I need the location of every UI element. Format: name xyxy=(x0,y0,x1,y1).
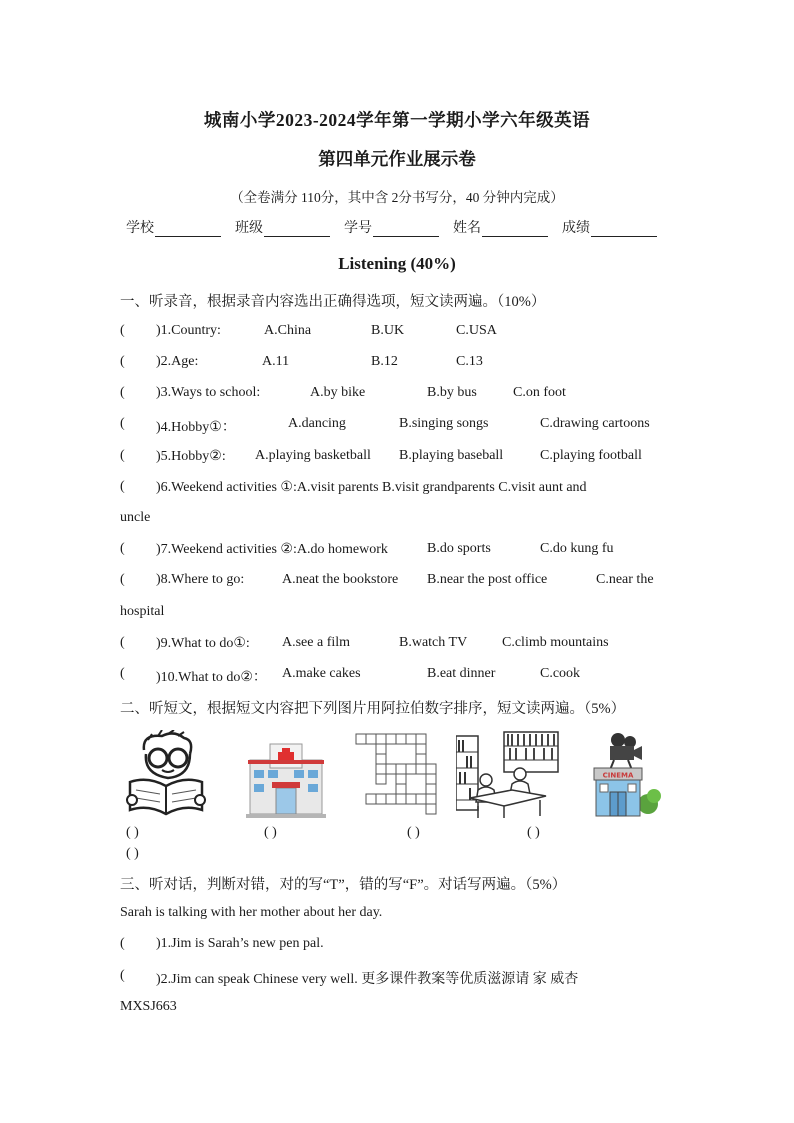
hospital-picture xyxy=(246,730,326,818)
answer-paren[interactable]: ( xyxy=(120,479,125,494)
answer-paren[interactable]: ( xyxy=(120,416,125,431)
question-5: ( )5.Hobby②: A.playing basketball B.playing baseball C.playing football xyxy=(120,448,642,464)
crossword-picture xyxy=(352,730,440,818)
question-2: ( )2.Age: A.11 B.12 C.13 xyxy=(120,354,483,369)
answer-paren[interactable]: ( xyxy=(120,354,125,369)
picture-row xyxy=(120,730,680,822)
answer-paren[interactable]: ( xyxy=(120,385,125,400)
answer-paren[interactable]: ( xyxy=(120,635,125,650)
picture-answer-blank-4[interactable]: ( ) xyxy=(527,825,540,840)
answer-paren[interactable]: ( xyxy=(120,968,125,983)
student-info-row xyxy=(126,217,686,237)
page-subtitle: 第四单元作业展示卷 xyxy=(318,149,476,169)
question-6-wrap: uncle xyxy=(120,510,151,525)
school-blank[interactable] xyxy=(155,222,221,237)
tf-question-1: ( )1.Jim is Sarah’s new pen pal. xyxy=(120,936,324,951)
picture-answer-blank-2[interactable]: ( ) xyxy=(264,825,277,840)
score-note: （全卷满分 110分，其中含 2分书写分，40 分钟内完成） xyxy=(230,190,564,205)
answer-paren[interactable]: ( xyxy=(120,666,125,681)
dialogue-intro: Sarah is talking with her mother about her day. xyxy=(120,905,383,920)
name-blank[interactable] xyxy=(482,222,548,237)
number-blank[interactable] xyxy=(373,222,439,237)
question-7: ( )7.Weekend activities ②:A.do homework B.do sports C.do kung fu xyxy=(120,541,614,557)
part3-title: 三、听对话，判断对错，对的写“T”，错的写“F”。对话写两遍。（5%） xyxy=(120,877,567,893)
answer-paren[interactable]: ( xyxy=(120,448,125,463)
answer-paren[interactable]: ( xyxy=(120,541,125,556)
part2-title: 二、听短文，根据短文内容把下列图片用阿拉伯数字排序，短文读两遍。（5%） xyxy=(120,701,626,717)
question-4: ( )4.Hobby①： A.dancing B.singing songs C.drawing cartoons xyxy=(120,416,650,435)
info-number: 学号 xyxy=(344,217,439,237)
score-blank[interactable] xyxy=(591,222,657,237)
question-1: ( )1.Country: A.China B.UK C.USA xyxy=(120,323,497,338)
part1-title: 一、听录音，根据录音内容选出正确得选项，短文读两遍。（10%） xyxy=(120,294,546,310)
answer-paren[interactable]: ( xyxy=(120,936,125,951)
question-10: ( )10.What to do②： A.make cakes B.eat dinner C.cook xyxy=(120,666,581,685)
info-score: 成绩 xyxy=(562,217,657,237)
class-blank[interactable] xyxy=(264,222,330,237)
answer-paren[interactable]: ( xyxy=(120,572,125,587)
cinema-sign: CINEMA xyxy=(602,771,634,780)
question-8: ( )8.Where to go: A.neat the bookstore B.near the post office C.near the xyxy=(120,572,654,587)
listening-heading: Listening (40%) xyxy=(338,254,456,273)
boy-reading-picture xyxy=(122,730,210,818)
question-6: ( )6.Weekend activities ①:A.visit parents B.visit grandparents C.visit aunt and xyxy=(120,479,587,495)
page-title: 城南小学2023-2024学年第一学期小学六年级英语 xyxy=(203,110,591,130)
question-9: ( )9.What to do①: A.see a film B.watch TV C.climb mountains xyxy=(120,635,609,651)
tf-question-2-wrap: MXSJ663 xyxy=(120,999,177,1014)
info-school: 学校 xyxy=(126,217,221,237)
question-3: ( )3.Ways to school: A.by bike B.by bus C.on foot xyxy=(120,385,566,400)
tf-question-2: ( )2.Jim can speak Chinese very well. 更多课件教案等优质滋源请 家 威杏 xyxy=(120,968,579,987)
picture-answer-blank-3[interactable]: ( ) xyxy=(407,825,420,840)
info-class: 班级 xyxy=(235,217,330,237)
library-picture xyxy=(456,730,560,818)
cinema-picture xyxy=(580,730,664,818)
info-name: 姓名 xyxy=(453,217,548,237)
question-8-wrap: hospital xyxy=(120,604,165,619)
answer-paren[interactable]: ( xyxy=(120,323,125,338)
picture-answer-blank-1[interactable]: ( ) xyxy=(126,825,139,840)
picture-answer-blank-5[interactable]: ( ) xyxy=(126,846,139,861)
